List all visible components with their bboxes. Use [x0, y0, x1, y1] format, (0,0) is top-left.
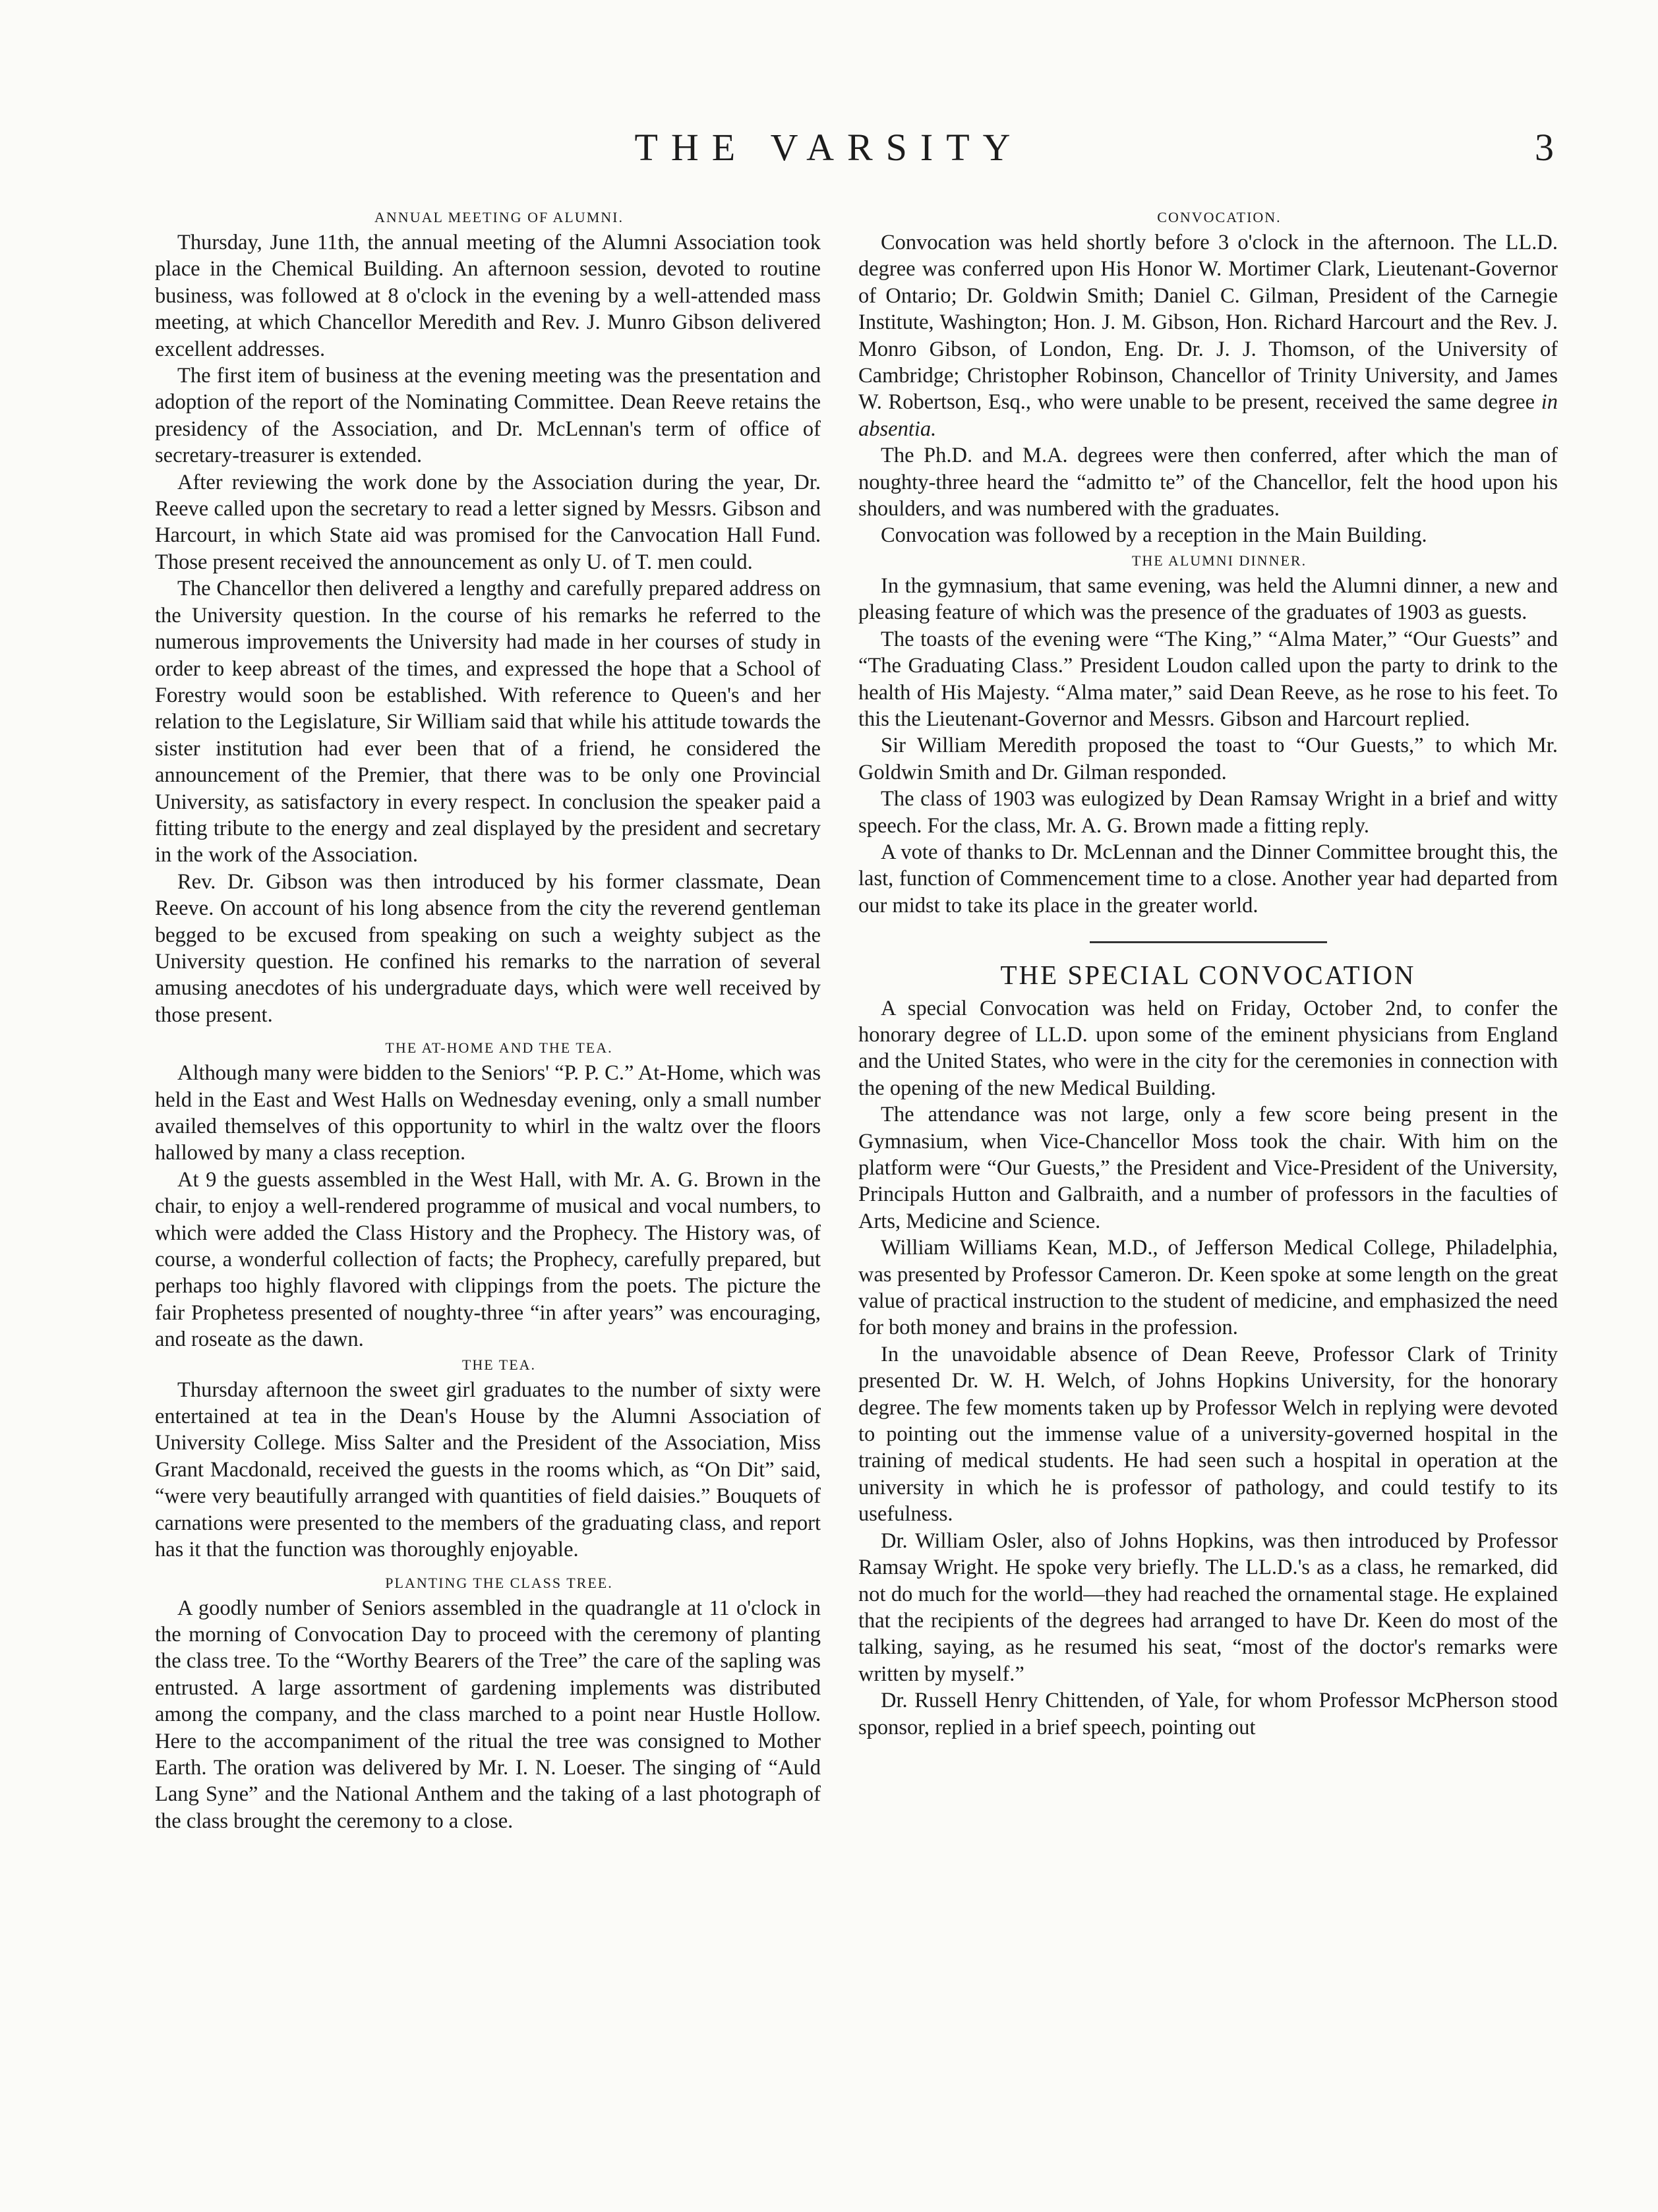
- paragraph: Thursday, June 11th, the annual meeting of the Alumni Association took place in the Chemical Building. An afternoon session, devoted to routine business, was followed at 8 o'clock in the evening by a well-attended mass meeting, at which Chancellor Meredith and Rev. J. Munro Gibson delivered excellent addresses.: [155, 231, 821, 361]
- paragraph: In the unavoidable absence of Dean Reeve, Professor Clark of Trinity presented Dr. W. H. Welch, of Johns Hopkins University, for the honorary degree. The few moments taken up by Professor Welch in replying were devoted to pointing out the immense value of a university-governed hospital in the training of medical students. He had seen such a hospital in operation at the university in which he is professor of pathology, and could testify to its usefulness.: [858, 1342, 1558, 1527]
- section-heading-tea: THE TEA.: [461, 1356, 537, 1373]
- paragraph: Dr. William Osler, also of Johns Hopkins, was then introduced by Professor Ramsay Wright. He spoke very briefly. The LL.D.'s as a class, he remarked, did not do much for the world—they had reached the ornamental stage. He explained that the recipients of the degrees had arranged to have Dr. Keen do most of the talking, saying, as he resumed his seat, “most of the doctor's remarks were written by myself.”: [858, 1528, 1558, 1686]
- article-heading-special-convocation: THE SPECIAL CONVOCATION: [1000, 960, 1416, 991]
- paragraph: The attendance was not large, only a few score being present in the Gymnasium, when Vice-Chancellor Moss took the chair. With him on the platform were “Our Guests,” the President and Vice-President of the University, Principals Hutton and Galbraith, and a number of professors in the faculties of Arts, Medicine and Science.: [858, 1103, 1558, 1233]
- masthead-title: THE VARSITY: [634, 126, 1024, 169]
- section-heading-alumni-meeting: ANNUAL MEETING OF ALUMNI.: [374, 209, 624, 225]
- paragraph: In the gymnasium, that same evening, was held the Alumni dinner, a new and pleasing feature of which was the presence of the graduates of 1903 as guests.: [858, 573, 1558, 625]
- paragraph: Sir William Meredith proposed the toast to “Our Guests,” to which Mr. Goldwin Smith and Dr. Gilman responded.: [858, 734, 1558, 784]
- page-number: 3: [1535, 126, 1554, 169]
- paragraph: Dr. Russell Henry Chittenden, of Yale, for whom Professor McPherson stood sponsor, replied in a brief speech, pointing out: [858, 1689, 1558, 1739]
- paragraph: The class of 1903 was eulogized by Dean Ramsay Wright in a brief and witty speech. For the class, Mr. A. G. Brown made a fitting reply.: [858, 787, 1558, 838]
- paragraph: Convocation was followed by a reception in the Main Building.: [881, 523, 1427, 548]
- paragraph: A special Convocation was held on Friday, October 2nd, to confer the honorary degree of LL.D. upon some of the eminent physicians from England and the United States, who were in the city for the ceremonies in connection with the opening of the new Medical Building.: [858, 996, 1558, 1100]
- section-heading-at-home: THE AT-HOME AND THE TEA.: [385, 1039, 613, 1057]
- paragraph: After reviewing the work done by the Association during the year, Dr. Reeve called upon the secretary to read a letter signed by Messrs. Gibson and Harcourt, in which State aid was promised for the Canvocation Hall Fund. Those present received the announcement as only U. of T. men could.: [155, 470, 821, 574]
- paragraph: A vote of thanks to Dr. McLennan and the Dinner Committee brought this, the last, function of Commencement time to a close. Another year had departed from our midst to take its place in the greater world.: [858, 840, 1558, 917]
- paragraph: [858, 229, 1558, 442]
- paragraph: The Chancellor then delivered a lengthy and carefully prepared address on the University question. In the course of his remarks he referred to the numerous improvements the University had made in her courses of study in order to keep abreast of the times, and expressed the hope that a School of Forestry would soon be established. With reference to Queen's and her relation to the Legislature, Sir William said that while his attitude towards the sister institution had ever been that of a friend, he considered the announcement of the Premier, that there was to be only one Provincial University, as satisfactory in every respect. In conclusion the speaker paid a fitting tribute to the energy and zeal displayed by the president and secretary in the work of the Association.: [155, 577, 821, 867]
- section-heading-class-tree: PLANTING THE CLASS TREE.: [385, 1574, 613, 1591]
- right-column: [858, 206, 1558, 1741]
- paragraph: Rev. Dr. Gibson was then introduced by his former classmate, Dean Reeve. On account of his long absence from the city the reverend gentleman begged to be excused from speaking on such a weighty subject as the University question. He confined his remarks to the narration of several amusing anecdotes of his undergraduate days, which were well received by those present.: [155, 869, 821, 1027]
- paragraph: Thursday afternoon the sweet girl graduates to the number of sixty were entertained at tea in the Dean's House by the Alumni Association of University College. Miss Salter and the President of the Association, Miss Grant Macdonald, received the guests in the rooms which, as “On Dit” said, “were very beautifully arranged with quantities of field daisies.” Bouquets of carnations were presented to the members of the graduating class, and report has it that the function was thoroughly enjoyable.: [155, 1378, 821, 1562]
- paragraph: William Williams Kean, M.D., of Jefferson Medical College, Philadelphia, was presented by Professor Cameron. Dr. Keen spoke at some length on the great value of practical instruction to the student of medicine, and emphasized the need for both money and brains in the profession.: [858, 1236, 1558, 1340]
- paragraph: The first item of business at the evening meeting was the presentation and adoption of the report of the Nominating Committee. Dean Reeve retains the presidency of the Association, and Dr. McLennan's term of office of secretary-treasurer is extended.: [155, 364, 821, 468]
- italic-phrase: in absentia.: [858, 390, 1558, 441]
- paragraph: The Ph.D. and M.A. degrees were then conferred, after which the man of noughty-three heard the “admitto te” of the Chancellor, felt the hood upon his shoulders, and was numbered with the graduates.: [858, 444, 1558, 521]
- paragraph: A goodly number of Seniors assembled in the quadrangle at 11 o'clock in the morning of Convocation Day to proceed with the ceremony of planting the class tree. To the “Worthy Bearers of the Tree” the care of the sapling was entrusted. A large assortment of gardening implements was distributed among the company, and the class marched to a point near Hustle Hollow. Here to the accompaniment of the ritual the tree was consigned to Mother Earth. The oration was delivered by Mr. I. N. Loeser. The singing of “Auld Lang Syne” and the National Anthem and the taking of a last photograph of the class brought the ceremony to a close.: [155, 1596, 821, 1833]
- section-heading-convocation: CONVOCATION.: [1157, 209, 1282, 225]
- section-divider: [1090, 941, 1327, 943]
- left-column: [155, 206, 821, 1834]
- section-heading-alumni-dinner: THE ALUMNI DINNER.: [1131, 552, 1307, 569]
- paragraph: The toasts of the evening were “The King,” “Alma Mater,” “Our Guests” and “The Graduating Class.” President Loudon called upon the party to drink to the health of His Majesty. “Alma mater,” said Dean Reeve, as he rose to his feet. To this the Lieutenant-Governor and Messrs. Gibson and Harcourt replied.: [858, 627, 1558, 731]
- paragraph: At 9 the guests assembled in the West Hall, with Mr. A. G. Brown in the chair, to enjoy a well-rendered programme of musical and vocal numbers, to which were added the Class History and the Prophecy. The History was, of course, a wonderful collection of facts; the Prophecy, carefully prepared, but perhaps too highly flavored with clippings from the poets. The picture the fair Prophetess presented of noughty-three “in after years” was encouraging, and roseate as the dawn.: [155, 1167, 821, 1352]
- paragraph: Although many were bidden to the Seniors' “P. P. C.” At-Home, which was held in the East and West Halls on Wednesday evening, only a small number availed themselves of this opportunity to whirl in the waltz over the floors hallowed by many a class reception.: [155, 1061, 821, 1165]
- paragraph-text: Convocation was held shortly before 3 o'clock in the afternoon. The LL.D. degree was conferred upon His Honor W. Mortimer Clark, Lieutenant-Governor of Ontario; Dr. Goldwin Smith; Daniel C. Gilman, President of the Carnegie Institute, Washington; Hon. J. M. Gibson, Hon. Richard Harcourt and the Rev. J. Monro Gibson, of London, Eng. Dr. J. J. Thomson, of the University of Cambridge; Christopher Robinson, Chancellor of Trinity University, and James W. Robertson, Esq., who were unable to be present, received the same degree: [858, 231, 1558, 415]
